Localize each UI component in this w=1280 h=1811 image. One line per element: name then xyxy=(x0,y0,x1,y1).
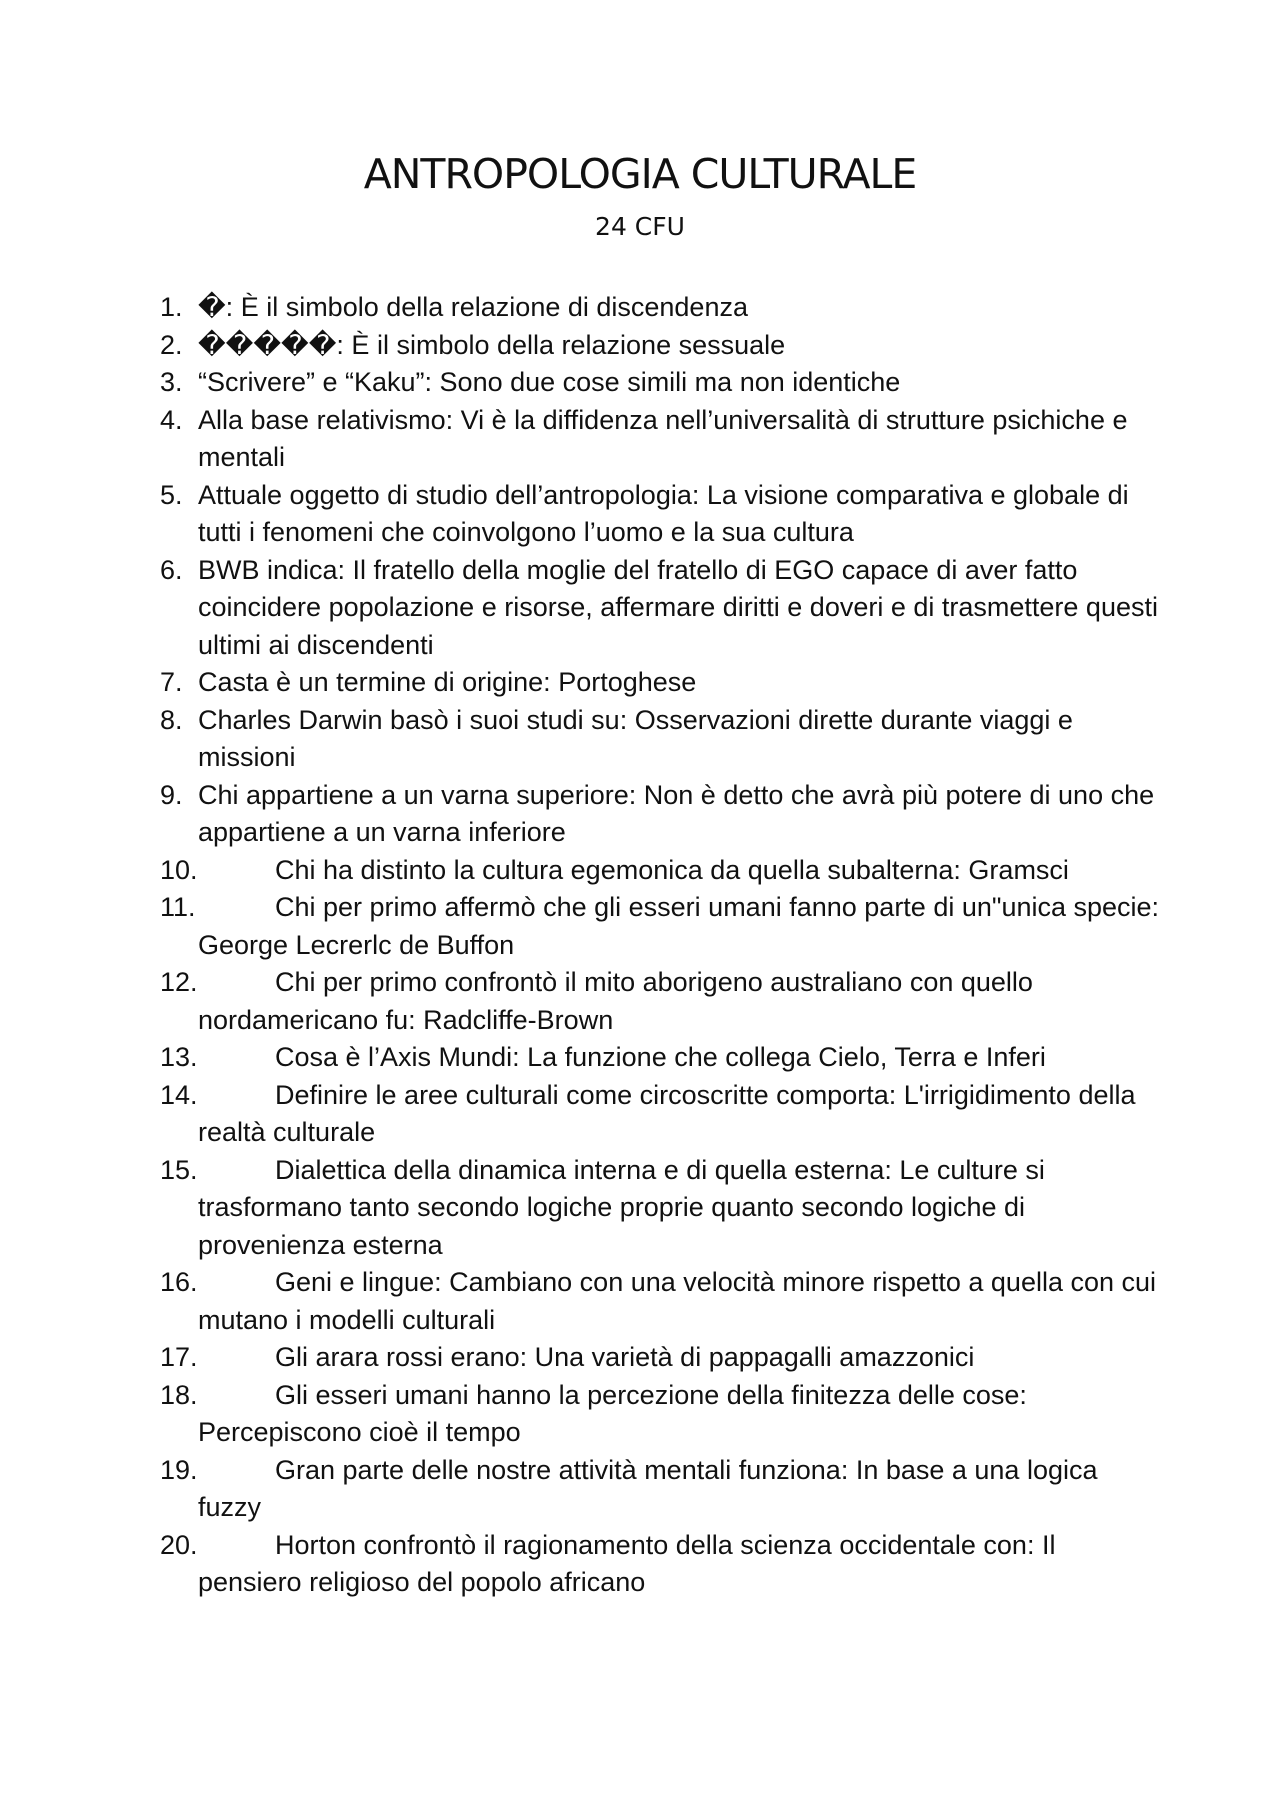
item-number: 1. xyxy=(160,292,183,322)
document-subtitle: 24 CFU xyxy=(595,212,685,241)
list-item xyxy=(160,1077,1160,1152)
item-text: Chi per primo confrontò il mito aborigeno australiano con quello nordamericano fu: Radcliffe-Brown xyxy=(198,967,1033,1035)
list-item xyxy=(160,852,1160,890)
item-number: 16. xyxy=(160,1267,198,1297)
item-text: Chi ha distinto la cultura egemonica da quella subalterna: Gramsci xyxy=(275,854,1069,885)
list-item xyxy=(160,477,1160,552)
item-number: 18. xyxy=(160,1379,198,1410)
list-item xyxy=(160,1039,1160,1077)
item-number: 15. xyxy=(160,1154,198,1185)
item-number: 7. xyxy=(160,667,183,697)
item-text: Horton confrontò il ragionamento della scienza occidentale con: Il pensiero religioso del popolo africano xyxy=(198,1529,1056,1597)
item-text: Chi appartiene a un varna superiore: Non è detto che avrà più potere di uno che appartiene a un varna inferiore xyxy=(198,779,1155,847)
list-item xyxy=(160,402,1160,477)
list-item xyxy=(160,1377,1160,1452)
list-item xyxy=(160,702,1160,777)
list-item xyxy=(160,1339,1160,1377)
item-number: 8. xyxy=(160,704,183,735)
item-number: 14. xyxy=(160,1079,198,1110)
list-item xyxy=(160,777,1160,852)
item-text: Casta è un termine di origine: Portoghese xyxy=(198,667,697,697)
item-text: Dialettica della dinamica interna e di quella esterna: Le culture si trasformano tanto secondo logiche proprie quanto secondo logiche di provenienza esterna xyxy=(198,1154,1045,1260)
item-number: 5. xyxy=(160,479,183,510)
list-item xyxy=(160,1264,1160,1339)
item-number: 19. xyxy=(160,1454,198,1485)
item-text: Geni e lingue: Cambiano con una velocità minore rispetto a quella con cui mutano i modelli culturali xyxy=(198,1267,1157,1335)
item-text: Alla base relativismo: Vi è la diffidenza nell’universalità di strutture psichiche e mentali xyxy=(198,404,1128,472)
item-text: Gran parte delle nostre attività mentali funziona: In base a una logica fuzzy xyxy=(198,1454,1098,1522)
item-text: BWB indica: Il fratello della moglie del fratello di EGO capace di aver fatto coincidere popolazione e risorse, affermare diritti e doveri e di trasmettere questi ultimi ai discendenti xyxy=(198,554,1158,660)
item-number: 9. xyxy=(160,779,183,810)
list-item xyxy=(160,289,1160,327)
item-text: Gli esseri umani hanno la percezione della finitezza delle cose: Percepiscono cioè il tempo xyxy=(198,1379,1027,1447)
item-text: Gli arara rossi erano: Una varietà di pappagalli amazzonici xyxy=(275,1342,975,1372)
list-item xyxy=(160,1527,1160,1602)
item-text: �����: È il simbolo della relazione sessuale xyxy=(198,329,786,360)
list-item xyxy=(160,664,1160,702)
item-text: Cosa è l’Axis Mundi: La funzione che collega Cielo, Terra e Inferi xyxy=(275,1042,1046,1072)
list-item xyxy=(160,1452,1160,1527)
item-number: 12. xyxy=(160,967,198,997)
item-text: �: È il simbolo della relazione di discendenza xyxy=(198,292,748,322)
item-text: “Scrivere” e “Kaku”: Sono due cose simili ma non identiche xyxy=(198,367,901,397)
item-text: Definire le aree culturali come circoscritte comporta: L'irrigidimento della realtà culturale xyxy=(198,1079,1136,1147)
list-item xyxy=(160,327,1160,365)
list-item xyxy=(160,889,1160,964)
list-item xyxy=(160,964,1160,1039)
list-item xyxy=(160,364,1160,402)
item-number: 10. xyxy=(160,854,198,885)
item-text: Charles Darwin basò i suoi studi su: Osservazioni dirette durante viaggi e missioni xyxy=(198,704,1073,772)
item-text: Attuale oggetto di studio dell’antropologia: La visione comparativa e globale di tutti i fenomeni che coinvolgono l’uomo e la sua cultura xyxy=(198,479,1129,547)
item-number: 13. xyxy=(160,1042,198,1072)
item-number: 3. xyxy=(160,367,183,397)
item-number: 20. xyxy=(160,1529,198,1560)
item-number: 6. xyxy=(160,554,183,585)
document-title: ANTROPOLOGIA CULTURALE xyxy=(363,150,917,198)
question-answer-list xyxy=(160,289,1160,1602)
item-text: Chi per primo affermò che gli esseri umani fanno parte di un"unica specie: George Lecrerlc de Buffon xyxy=(198,892,1160,960)
list-item xyxy=(160,1152,1160,1265)
item-number: 2. xyxy=(160,329,183,360)
item-number: 4. xyxy=(160,404,183,435)
item-number: 11. xyxy=(160,892,196,922)
list-item xyxy=(160,552,1160,665)
item-number: 17. xyxy=(160,1342,198,1372)
